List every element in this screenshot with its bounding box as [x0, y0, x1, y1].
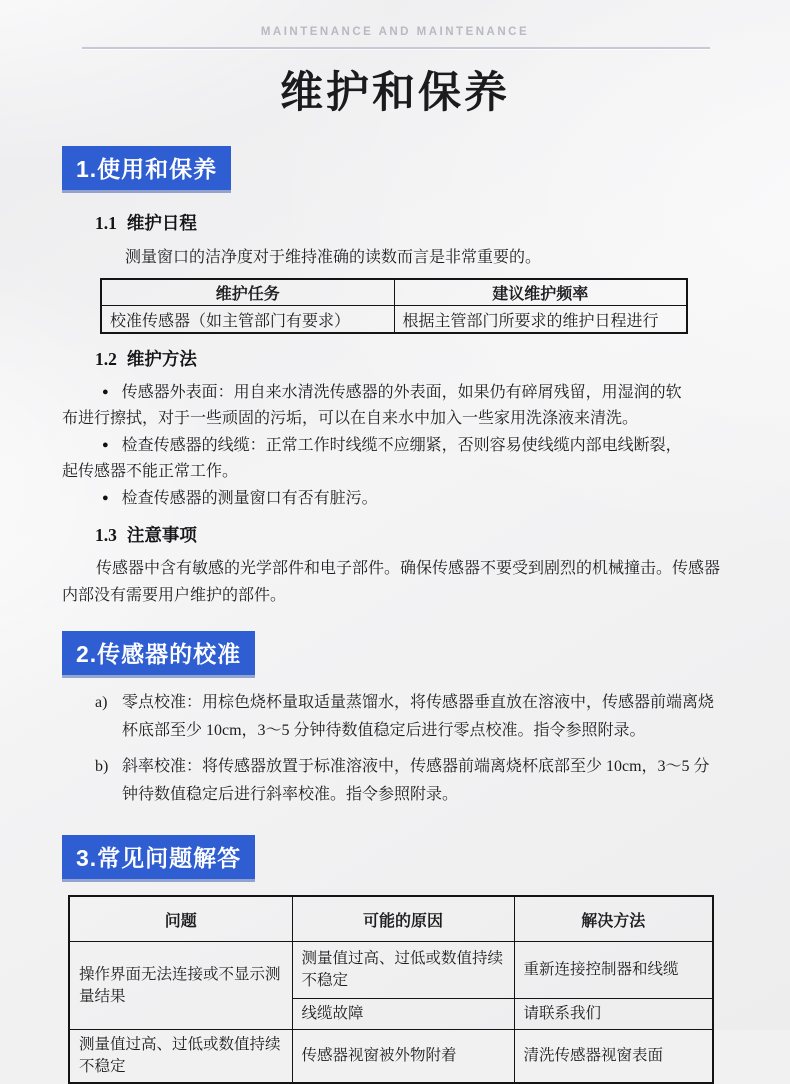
table-cell-solution: 请联系我们 — [514, 999, 713, 1030]
calibration-steps-list — [95, 689, 790, 809]
calibration-step-text — [122, 689, 714, 745]
list-item-continuation: 布进行擦拭，对于一些顽固的污垢，可以在自来水中加入一些家用洗涤液来清洗。 — [62, 410, 639, 427]
subsection-1-3-title: 注意事项 — [126, 525, 197, 545]
list-item-text: 传感器外表面：用自来水清洗传感器的外表面，如果仍有碎屑残留，用湿润的软 — [121, 384, 682, 401]
table-header-row — [69, 896, 713, 942]
table-header-cell-cause: 可能的原因 — [292, 896, 514, 942]
paragraph-line: 杯底部至少 10cm，3～5 分钟待数值稳定后进行零点校准。指令参照附录。 — [122, 722, 646, 739]
list-item — [62, 379, 790, 406]
table-cell-problem: 操作界面无法连接或不显示测量结果 — [69, 942, 292, 1030]
table-row — [101, 306, 687, 334]
calibration-step-b — [95, 753, 790, 809]
page-title: 维护和保养 — [280, 69, 510, 117]
list-item-continuation: 起传感器不能正常工作。 — [62, 463, 239, 480]
table-header-cell-problem: 问题 — [69, 896, 292, 942]
table-row — [69, 942, 713, 999]
subsection-1-1-title: 维护日程 — [126, 213, 197, 233]
list-item — [62, 485, 790, 512]
list-marker: b) — [95, 758, 109, 775]
list-item — [62, 432, 790, 459]
section-1-badge: 1.使用和保养 — [62, 146, 231, 190]
table-cell-cause: 测量值过高、过低或数值持续不稳定 — [292, 942, 514, 999]
table-cell-solution: 清洗传感器视窗表面 — [514, 1030, 713, 1084]
calibration-step-text — [122, 753, 710, 809]
table-header-cell-frequency: 建议维护频率 — [394, 279, 687, 306]
subsection-1-1-number: 1.1 — [95, 213, 117, 233]
bullet-icon: ● — [102, 439, 109, 451]
table-row — [69, 1030, 713, 1084]
subsection-1-2-heading — [95, 346, 790, 371]
table-cell-problem: 测量值过高、过低或数值持续不稳定 — [69, 1030, 292, 1084]
paragraph-line: 内部没有需要用户维护的部件。 — [62, 587, 287, 604]
list-item-text: 检查传感器的测量窗口有否有脏污。 — [121, 490, 378, 507]
subsection-1-2-number: 1.2 — [95, 349, 117, 369]
header-divider — [82, 47, 710, 49]
section-3-badge: 3.常见问题解答 — [62, 835, 255, 879]
calibration-step-a — [95, 689, 790, 745]
subsection-1-1-heading — [95, 210, 790, 235]
bullet-icon: ● — [102, 386, 109, 398]
table-cell-frequency: 根据主管部门所要求的维护日程进行 — [394, 306, 687, 334]
table-cell-task: 校准传感器（如主管部门有要求） — [101, 306, 394, 334]
bullet-icon: ● — [102, 492, 109, 504]
cautions-paragraph — [62, 555, 790, 609]
section-2-badge: 2.传感器的校准 — [62, 631, 255, 675]
paragraph-line: 零点校准：用棕色烧杯量取适量蒸馏水，将传感器垂直放在溶液中，传感器前端离烧 — [122, 694, 715, 711]
table-header-cell-task: 维护任务 — [101, 279, 394, 306]
maintenance-schedule-table — [100, 278, 688, 334]
table-cell-cause: 传感器视窗被外物附着 — [292, 1030, 514, 1084]
page-header-caption: MAINTENANCE AND MAINTENANCE — [260, 26, 530, 38]
paragraph-line: 斜率校准：将传感器放置于标准溶液中，传感器前端离烧杯底部至少 10cm，3～5 分 — [122, 758, 710, 775]
table-cell-cause: 线缆故障 — [292, 999, 514, 1030]
table-header-cell-solution: 解决方法 — [514, 896, 713, 942]
subsection-1-2-title: 维护方法 — [126, 349, 197, 369]
paragraph-line: 钟待数值稳定后进行斜率校准。指令参照附录。 — [122, 786, 459, 803]
list-marker: a) — [95, 694, 108, 711]
maintenance-methods-list — [0, 379, 790, 512]
subsection-1-3-number: 1.3 — [95, 525, 117, 545]
table-cell-solution: 重新连接控制器和线缆 — [514, 942, 713, 999]
maintenance-schedule-paragraph: 测量窗口的洁净度对于维持准确的读数而言是非常重要的。 — [125, 249, 542, 266]
paragraph-line: 传感器中含有敏感的光学部件和电子部件。确保传感器不要受到剧烈的机械撞击。传感器 — [96, 560, 721, 577]
table-header-row — [101, 279, 687, 306]
faq-table — [68, 895, 714, 1084]
list-item-text: 检查传感器的线缆：正常工作时线缆不应绷紧，否则容易使线缆内部电线断裂， — [121, 437, 682, 454]
subsection-1-3-heading — [95, 522, 790, 547]
